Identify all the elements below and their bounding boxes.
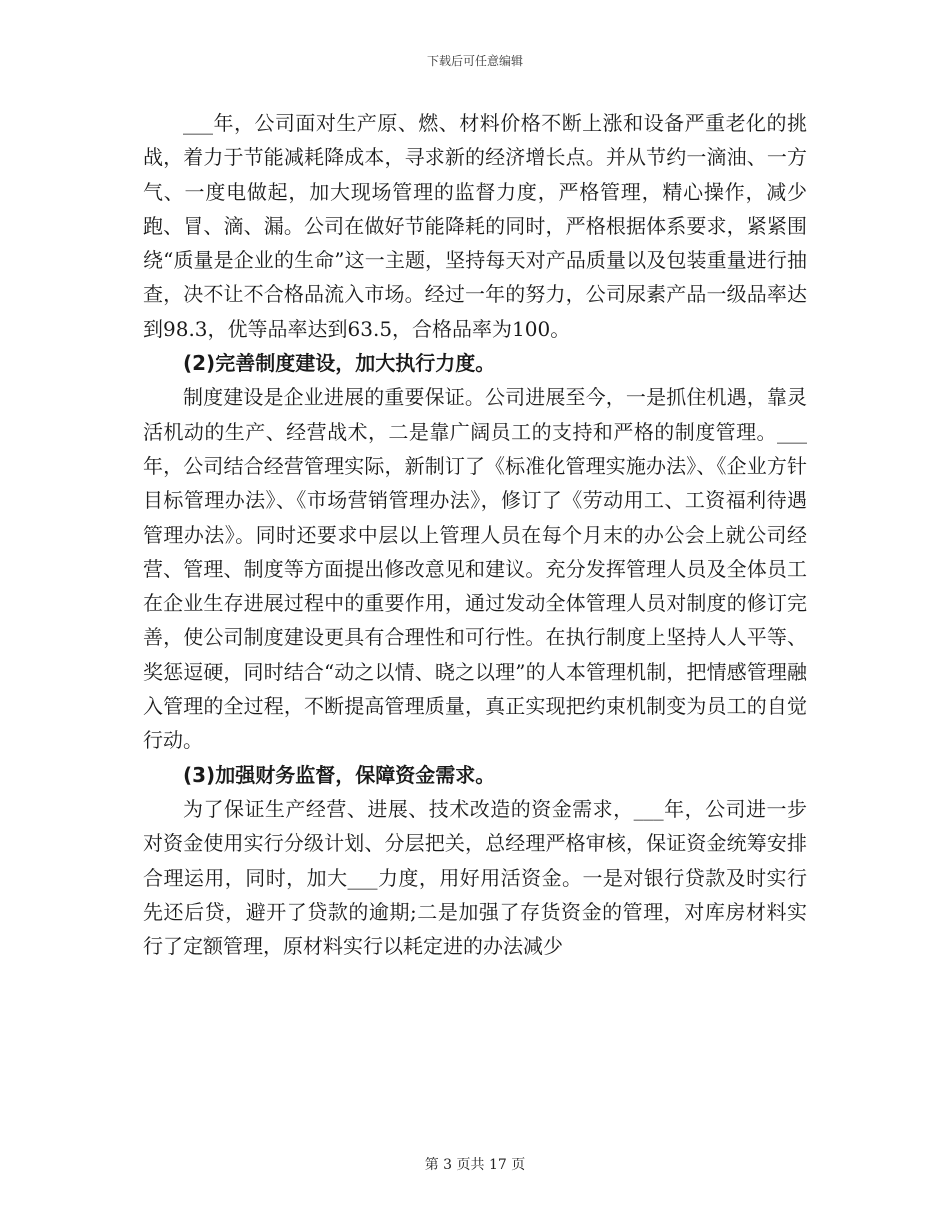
section-heading-2: (2)完善制度建设，加大执行力度。 bbox=[183, 351, 496, 376]
document-body bbox=[143, 106, 807, 963]
page-footer: 第 3 页共 17 页 bbox=[424, 1157, 526, 1173]
paragraph-section-2: 制度建设是企业进展的重要保证。公司进展至今，一是抓住机遇，靠灵活机动的生产、经营战术，二是靠广阔员工的支持和严格的制度管理。___年，公司结合经营管理实际，新制订了《标准化管理实施办法》、《企业方针目标管理办法》、《市场营销管理办法》，修订了《劳动用工、工资福利待遇管理办法》。同时还要求中层以上管理人员在每个月末的办公会上就公司经营、管理、制度等方面提出修改意见和建议。充分发挥管理人员及全体员工在企业生存进展过程中的重要作用，通过发动全体管理人员对制度的修订完善，使公司制度建设更具有合理性和可行性。在执行制度上坚持人人平等、奖惩逗硬，同时结合“动之以情、晓之以理”的人本管理机制，把情感管理融入管理的全过程，不断提高管理质量，真正实现把约束机制变为员工的自觉行动。 bbox=[143, 385, 807, 753]
page-header: 下载后可任意编辑 bbox=[426, 54, 523, 68]
paragraph-intro: ___年，公司面对生产原、燃、材料价格不断上涨和设备严重老化的挑战，着力于节能减耗降成本，寻求新的经济增长点。并从节约一滴油、一方气、一度电做起，加大现场管理的监督力度，严格管理，精心操作，减少跑、冒、滴、漏。公司在做好节能降耗的同时，严格根据体系要求，紧紧围绕“质量是企业的生命”这一主题，坚持每天对产品质量以及包装重量进行抽查，决不让不合格品流入市场。经过一年的努力，公司尿素产品一级品率达到98.3，优等品率达到63.5，合格品率为100。 bbox=[143, 111, 807, 341]
paragraph-section-3: 为了保证生产经营、进展、技术改造的资金需求，___年，公司进一步对资金使用实行分级计划、分层把关，总经理严格审核，保证资金统筹安排合理运用，同时，加大___力度，用好用活资金。一是对银行贷款及时实行先还后贷，避开了贷款的逾期;二是加强了存货资金的管理，对库房材料实行了定额管理，原材料实行以耗定进的办法减少 bbox=[143, 796, 807, 959]
section-heading-3: (3)加强财务监督，保障资金需求。 bbox=[183, 762, 496, 787]
